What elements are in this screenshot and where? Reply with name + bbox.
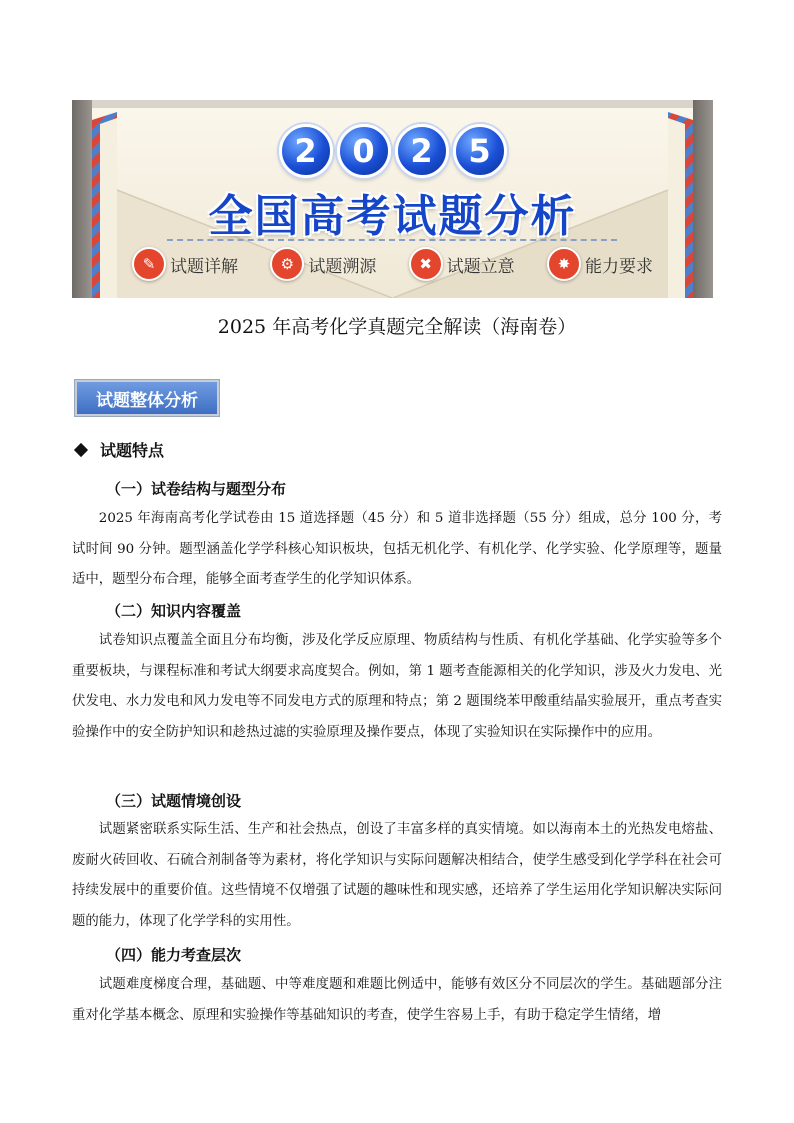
tag-label: 试题详解 <box>170 256 238 277</box>
paragraph: 2025 年海南高考化学试卷由 15 道选择题（45 分）和 5 道非选择题（55 分）组成，总分 100 分，考试时间 90 分钟。题型涵盖化学学科核心知识板块，包括无机化学、有机化学、化学实验、化学原理等，题量适中，题型分布合理，能够全面考查学生的化学知识体系。 <box>72 511 722 588</box>
year-badge <box>72 124 713 178</box>
paragraph: 试题紧密联系实际生活、生产和社会热点，创设了丰富多样的真实情境。如以海南本土的光热发电熔盐、废耐火砖回收、石硫合剂制备等为素材，将化学知识与实际问题解决相结合，使学生感受到化学学科在社会可持续发展中的重要价值。这些情境不仅增强了试题的趣味性和现实感，还培养了学生运用化学知识解决实际问题的能力，体现了化学学科的实用性。 <box>72 822 722 929</box>
year-digit: 2 <box>279 124 333 178</box>
section-badge: 试题整体分析 <box>75 380 219 416</box>
subsection-heading: （一）试卷结构与题型分布 <box>106 480 287 498</box>
dashed-divider <box>167 239 617 241</box>
subsection-heading: （四）能力考查层次 <box>106 946 242 964</box>
document-icon: ✎ <box>132 247 166 281</box>
tag-label: 试题溯源 <box>308 256 377 277</box>
year-digit: 0 <box>337 124 391 178</box>
header-banner <box>72 100 713 298</box>
year-digit: 2 <box>395 124 449 178</box>
main-heading-text: 试题特点 <box>100 441 165 460</box>
diamond-bullet-icon <box>74 442 88 456</box>
document-title: 2025 年高考化学真题完全解读（海南卷） <box>217 316 577 338</box>
tag-ability <box>547 247 653 281</box>
tag-label: 能力要求 <box>584 256 653 277</box>
tag-intent <box>409 247 515 281</box>
subsection-heading: （三）试题情境创设 <box>106 792 242 810</box>
tag-explanation <box>132 247 238 281</box>
lightbulb-icon: ✸ <box>547 247 581 281</box>
year-digit: 5 <box>453 124 507 178</box>
tag-label: 试题立意 <box>446 256 515 277</box>
tag-origin <box>270 247 376 281</box>
gear-icon: ⚙ <box>270 247 304 281</box>
main-heading <box>76 438 164 461</box>
paragraph: 试题难度梯度合理，基础题、中等难度题和难题比例适中，能够有效区分不同层次的学生。基础题部分注重对化学基本概念、原理和实验操作等基础知识的考查，使学生容易上手，有助于稳定学生情绪，增 <box>72 977 722 1023</box>
paragraph: 试卷知识点覆盖全面且分布均衡，涉及化学反应原理、物质结构与性质、有机化学基础、化学实验等多个重要板块，与课程标准和考试大纲要求高度契合。例如，第 1 题考查能源相关的化学知识，涉及火力发电、光伏发电、水力发电和风力发电等不同发电方式的原理和特点；第 2 题围绕苯甲酸重结晶实验展开，重点考查实验操作中的安全防护知识和趁热过滤的实验原理及操作要点，体现了实验知识在实际操作中的应用。 <box>72 633 722 740</box>
tools-icon: ✖ <box>409 247 443 281</box>
banner-tags <box>132 247 653 281</box>
subsection-heading: （二）知识内容覆盖 <box>106 602 242 620</box>
banner-title: 全国高考试题分析 <box>208 191 577 242</box>
